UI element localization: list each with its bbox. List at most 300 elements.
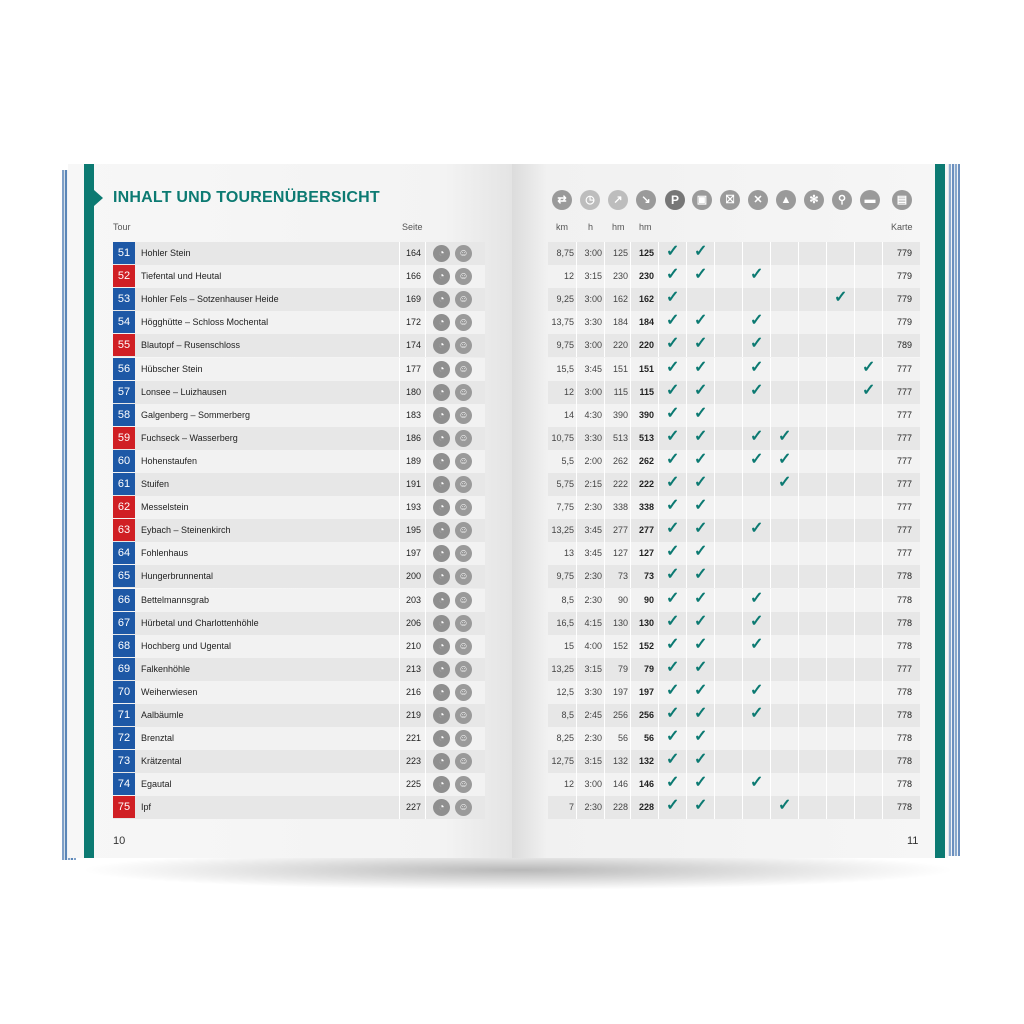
tour-down: 125 [638, 248, 654, 258]
column-divider [576, 427, 577, 450]
check-parking-icon: ✓ [666, 312, 680, 329]
column-divider [576, 796, 577, 819]
column-divider [742, 589, 743, 612]
check-parking-icon: ✓ [666, 705, 680, 722]
tour-km: 9,25 [556, 294, 574, 304]
column-divider [686, 450, 687, 473]
tour-up: 220 [612, 340, 628, 350]
tour-number-badge: 66 [113, 589, 135, 611]
column-divider [399, 242, 400, 265]
column-divider [882, 334, 883, 357]
column-divider [686, 658, 687, 681]
column-divider [882, 450, 883, 473]
bed-icon: ▬ [860, 190, 880, 210]
column-divider [770, 334, 771, 357]
column-divider [798, 450, 799, 473]
column-divider [576, 612, 577, 635]
tour-name: Ipf [141, 802, 152, 812]
check-restaurant-icon: ✓ [750, 359, 764, 376]
table-row [548, 450, 920, 473]
column-divider [798, 542, 799, 565]
column-divider [686, 612, 687, 635]
tour-km: 10,75 [551, 433, 574, 443]
column-divider [604, 334, 605, 357]
tour-h: 2:45 [584, 710, 602, 720]
column-divider [604, 727, 605, 750]
column-divider [604, 265, 605, 288]
check-parking-icon: ✓ [666, 428, 680, 445]
column-divider [742, 311, 743, 334]
column-divider [604, 612, 605, 635]
tour-name: Högghütte – Schloss Mochental [141, 317, 269, 327]
column-divider [425, 612, 426, 635]
difficulty-icon: ◔ [433, 730, 450, 747]
column-divider [770, 381, 771, 404]
difficulty-icon: ◔ [433, 615, 450, 632]
check-restaurant-icon: ✓ [750, 636, 764, 653]
column-divider [399, 519, 400, 542]
tour-up: 73 [617, 571, 628, 581]
kids-suitability-icon: ☺ [455, 661, 472, 678]
tour-down: 151 [638, 364, 654, 374]
table-row [113, 381, 485, 404]
teal-margin-bar-left [84, 164, 94, 858]
tour-km: 13,75 [551, 317, 574, 327]
tour-map-number: 778 [896, 779, 912, 789]
column-divider [826, 750, 827, 773]
column-divider [798, 750, 799, 773]
check-bus-icon: ✓ [694, 405, 708, 422]
tour-down: 184 [638, 317, 654, 327]
tour-h: 4:30 [584, 410, 602, 420]
clock-icon: ◷ [580, 190, 600, 210]
header-hm-up: hm [612, 222, 625, 232]
column-divider [658, 542, 659, 565]
column-divider [576, 704, 577, 727]
column-divider [714, 589, 715, 612]
tour-down: 513 [638, 433, 654, 443]
table-row [113, 311, 485, 334]
tour-page: 186 [405, 433, 421, 443]
column-divider [854, 381, 855, 404]
column-divider [770, 750, 771, 773]
column-divider [798, 565, 799, 588]
tour-h: 3:30 [584, 433, 602, 443]
column-divider [658, 519, 659, 542]
column-divider [576, 496, 577, 519]
tour-name: Tiefental und Heutal [141, 271, 222, 281]
column-divider [425, 750, 426, 773]
tour-name: Hohenstaufen [141, 456, 198, 466]
table-row [113, 334, 485, 357]
column-divider [686, 404, 687, 427]
table-row [113, 773, 485, 796]
check-bed-icon: ✓ [862, 359, 876, 376]
column-divider [826, 404, 827, 427]
tour-h: 2:30 [584, 502, 602, 512]
tour-down: 56 [643, 733, 654, 743]
column-divider [770, 519, 771, 542]
column-divider [826, 288, 827, 311]
tour-page: 221 [405, 733, 421, 743]
tour-page: 213 [405, 664, 421, 674]
column-divider [399, 473, 400, 496]
check-bus-icon: ✓ [694, 566, 708, 583]
column-divider [742, 727, 743, 750]
column-divider [742, 473, 743, 496]
column-divider [604, 773, 605, 796]
column-divider [604, 473, 605, 496]
column-divider [658, 242, 659, 265]
kids-suitability-icon: ☺ [455, 453, 472, 470]
difficulty-icon: ◔ [433, 337, 450, 354]
tour-page: 225 [405, 779, 421, 789]
column-divider [630, 242, 631, 265]
column-divider [658, 381, 659, 404]
column-divider [882, 311, 883, 334]
check-bus-icon: ✓ [694, 312, 708, 329]
column-divider [798, 473, 799, 496]
tour-page: 210 [405, 641, 421, 651]
tour-km: 12 [563, 779, 574, 789]
tour-map-number: 779 [896, 294, 912, 304]
column-divider [425, 635, 426, 658]
column-divider [882, 727, 883, 750]
difficulty-icon: ◔ [433, 361, 450, 378]
table-row [113, 404, 485, 427]
tour-number-badge: 63 [113, 519, 135, 541]
kids-suitability-icon: ☺ [455, 430, 472, 447]
column-divider [742, 288, 743, 311]
column-divider [604, 427, 605, 450]
tour-km: 9,75 [556, 571, 574, 581]
tour-map-number: 778 [896, 571, 912, 581]
check-bus-icon: ✓ [694, 728, 708, 745]
column-divider [425, 519, 426, 542]
column-divider [399, 404, 400, 427]
column-divider [425, 473, 426, 496]
table-row [548, 381, 920, 404]
table-row [548, 473, 920, 496]
column-divider [742, 496, 743, 519]
column-divider [576, 358, 577, 381]
tour-map-number: 778 [896, 756, 912, 766]
column-divider [826, 473, 827, 496]
column-divider [770, 542, 771, 565]
tour-h: 3:45 [584, 364, 602, 374]
column-divider [770, 450, 771, 473]
tour-number-badge: 64 [113, 542, 135, 564]
column-divider [630, 704, 631, 727]
column-divider [399, 427, 400, 450]
tour-h: 3:30 [584, 317, 602, 327]
difficulty-icon: ◔ [433, 407, 450, 424]
tour-number-badge: 56 [113, 358, 135, 380]
column-divider [742, 334, 743, 357]
tour-number-badge: 51 [113, 242, 135, 264]
column-divider [425, 542, 426, 565]
column-divider [826, 450, 827, 473]
tour-h: 3:15 [584, 271, 602, 281]
tour-down: 390 [638, 410, 654, 420]
column-divider [854, 635, 855, 658]
column-divider [576, 473, 577, 496]
column-divider [658, 496, 659, 519]
tour-page: 172 [405, 317, 421, 327]
tour-number-badge: 54 [113, 311, 135, 333]
column-divider [658, 427, 659, 450]
column-divider [770, 242, 771, 265]
column-divider [826, 519, 827, 542]
column-divider [686, 288, 687, 311]
column-divider [826, 773, 827, 796]
column-divider [826, 635, 827, 658]
check-parking-icon: ✓ [666, 359, 680, 376]
tour-down: 262 [638, 456, 654, 466]
check-bus-icon: ✓ [694, 705, 708, 722]
column-divider [770, 796, 771, 819]
tour-up: 256 [612, 710, 628, 720]
check-parking-icon: ✓ [666, 289, 680, 306]
difficulty-icon: ◔ [433, 314, 450, 331]
table-row [548, 635, 920, 658]
kids-suitability-icon: ☺ [455, 314, 472, 331]
column-divider [604, 542, 605, 565]
column-divider [742, 612, 743, 635]
check-bus-icon: ✓ [694, 751, 708, 768]
tour-km: 15 [563, 641, 574, 651]
column-divider [658, 334, 659, 357]
column-divider [798, 358, 799, 381]
column-divider [714, 542, 715, 565]
tour-up: 79 [617, 664, 628, 674]
column-divider [882, 404, 883, 427]
column-divider [770, 565, 771, 588]
kids-suitability-icon: ☺ [455, 707, 472, 724]
tour-map-number: 777 [896, 664, 912, 674]
table-row [113, 542, 485, 565]
tour-up: 130 [612, 618, 628, 628]
column-divider [826, 658, 827, 681]
column-divider [576, 681, 577, 704]
column-divider [854, 311, 855, 334]
column-divider [742, 704, 743, 727]
column-divider [425, 265, 426, 288]
tour-down: 162 [638, 294, 654, 304]
column-divider [576, 542, 577, 565]
tour-page: 164 [405, 248, 421, 258]
tour-km: 16,5 [556, 618, 574, 628]
tour-up: 390 [612, 410, 628, 420]
column-divider [714, 288, 715, 311]
kids-suitability-icon: ☺ [455, 615, 472, 632]
column-divider [798, 658, 799, 681]
column-divider [576, 727, 577, 750]
column-divider [630, 334, 631, 357]
column-divider [686, 727, 687, 750]
column-divider [686, 496, 687, 519]
column-divider [798, 796, 799, 819]
column-divider [630, 681, 631, 704]
column-divider [882, 288, 883, 311]
column-divider [399, 658, 400, 681]
column-divider [658, 750, 659, 773]
table-row [548, 681, 920, 704]
column-divider [742, 450, 743, 473]
check-parking-icon: ✓ [666, 566, 680, 583]
kids-suitability-icon: ☺ [455, 638, 472, 655]
check-restaurant-icon: ✓ [750, 451, 764, 468]
table-row [548, 265, 920, 288]
column-divider [658, 773, 659, 796]
table-row [113, 704, 485, 727]
tour-name: Galgenberg – Sommerberg [141, 410, 251, 420]
column-divider [576, 381, 577, 404]
tour-km: 8,5 [561, 710, 574, 720]
column-divider [630, 265, 631, 288]
column-divider [882, 773, 883, 796]
column-divider [742, 265, 743, 288]
bicycle-icon: ⚲ [832, 190, 852, 210]
column-divider [826, 381, 827, 404]
tour-page: 203 [405, 595, 421, 605]
table-row [548, 334, 920, 357]
tour-number-badge: 69 [113, 658, 135, 680]
column-divider [399, 681, 400, 704]
tour-down: 277 [638, 525, 654, 535]
tour-km: 8,25 [556, 733, 574, 743]
column-divider [882, 658, 883, 681]
column-divider [630, 565, 631, 588]
parking-icon: P [665, 190, 685, 210]
column-divider [770, 704, 771, 727]
column-divider [658, 450, 659, 473]
column-divider [798, 519, 799, 542]
column-divider [714, 565, 715, 588]
tour-name: Hungerbrunnental [141, 571, 214, 581]
column-divider [714, 796, 715, 819]
check-restaurant-icon: ✓ [750, 590, 764, 607]
column-divider [630, 427, 631, 450]
check-mountain-icon: ✓ [778, 797, 792, 814]
column-divider [630, 381, 631, 404]
column-divider [658, 288, 659, 311]
page-number-left: 10 [113, 835, 126, 847]
tour-h: 3:00 [584, 340, 602, 350]
column-divider [826, 589, 827, 612]
bus-icon: ▣ [692, 190, 712, 210]
tour-number-badge: 59 [113, 427, 135, 449]
table-row [113, 681, 485, 704]
column-divider [826, 496, 827, 519]
column-divider [826, 427, 827, 450]
table-row [548, 311, 920, 334]
column-divider [576, 288, 577, 311]
tour-km: 15,5 [556, 364, 574, 374]
check-bus-icon: ✓ [694, 682, 708, 699]
column-divider [882, 635, 883, 658]
column-divider [604, 796, 605, 819]
check-restaurant-icon: ✓ [750, 312, 764, 329]
tour-name: Hürbetal und Charlottenhöhle [141, 618, 259, 628]
difficulty-icon: ◔ [433, 268, 450, 285]
tour-km: 13,25 [551, 664, 574, 674]
column-divider [686, 635, 687, 658]
check-mountain-icon: ✓ [778, 428, 792, 445]
column-divider [425, 727, 426, 750]
header-h: h [588, 222, 594, 232]
check-restaurant-icon: ✓ [750, 428, 764, 445]
tour-h: 4:15 [584, 618, 602, 628]
column-divider [854, 242, 855, 265]
tour-number-badge: 71 [113, 704, 135, 726]
title-arrow-icon [94, 190, 103, 206]
column-divider [770, 288, 771, 311]
column-divider [882, 427, 883, 450]
column-divider [854, 658, 855, 681]
check-parking-icon: ✓ [666, 751, 680, 768]
check-parking-icon: ✓ [666, 335, 680, 352]
column-divider [630, 658, 631, 681]
check-bus-icon: ✓ [694, 774, 708, 791]
column-divider [882, 473, 883, 496]
column-divider [854, 473, 855, 496]
tour-down: 115 [639, 387, 654, 397]
column-divider [798, 265, 799, 288]
column-divider [399, 358, 400, 381]
column-divider [399, 589, 400, 612]
tour-h: 3:00 [584, 779, 602, 789]
tour-up: 230 [612, 271, 628, 281]
column-divider [576, 750, 577, 773]
table-row [113, 358, 485, 381]
column-divider [798, 288, 799, 311]
kids-suitability-icon: ☺ [455, 245, 472, 262]
table-row [113, 288, 485, 311]
tour-page: 180 [405, 387, 421, 397]
tour-down: 228 [638, 802, 654, 812]
column-divider [770, 404, 771, 427]
column-divider [798, 681, 799, 704]
column-divider [630, 796, 631, 819]
kids-suitability-icon: ☺ [455, 522, 472, 539]
kids-suitability-icon: ☺ [455, 407, 472, 424]
column-divider [425, 496, 426, 519]
column-divider [576, 658, 577, 681]
kids-suitability-icon: ☺ [455, 499, 472, 516]
column-divider [854, 404, 855, 427]
column-divider [742, 565, 743, 588]
tour-page: 223 [405, 756, 421, 766]
tour-name: Krätzental [141, 756, 182, 766]
tour-up: 513 [612, 433, 628, 443]
column-divider [770, 265, 771, 288]
column-divider [658, 612, 659, 635]
column-divider [742, 681, 743, 704]
tour-up: 127 [612, 548, 628, 558]
difficulty-icon: ◔ [433, 499, 450, 516]
tour-km: 12 [563, 271, 574, 281]
tour-down: 90 [643, 595, 654, 605]
column-divider [826, 242, 827, 265]
check-parking-icon: ✓ [666, 543, 680, 560]
difficulty-icon: ◔ [433, 545, 450, 562]
kids-suitability-icon: ☺ [455, 684, 472, 701]
tour-number-badge: 55 [113, 334, 135, 356]
table-row [113, 589, 485, 612]
column-divider [714, 473, 715, 496]
difficulty-icon: ◔ [433, 753, 450, 770]
